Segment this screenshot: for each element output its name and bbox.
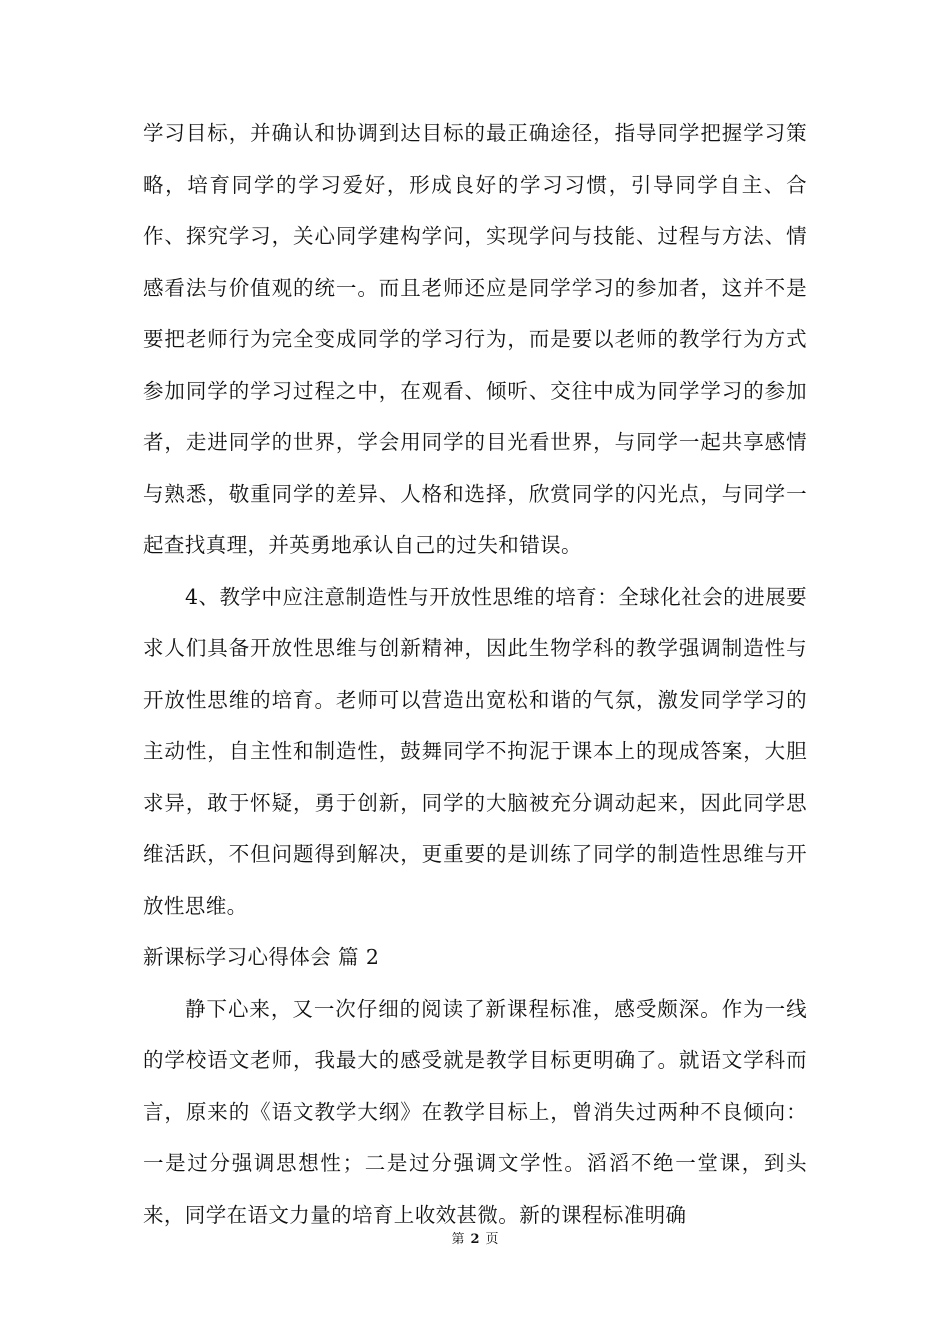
paragraph-point-4: 4、教学中应注意制造性与开放性思维的培育：全球化社会的进展要求人们具备开放性思维与创新精神，因此生物学科的教学强调制造性与开放性思维的培育。老师可以营造出宽松和谐的气氛，激发同学学习的主动性，自主性和制造性，鼓舞同学不拘泥于课本上的现成答案，大胆求异，敢于怀疑，勇于创新，同学的大脑被充分调动起来，因此同学思维活跃，不但问题得到解决，更重要的是训练了同学的制造性思维与开放性思维。: [143, 584, 807, 918]
document-body: [143, 108, 807, 1241]
paragraph-essay-2-intro: 静下心来，又一次仔细的阅读了新课程标准，感受颇深。作为一线的学校语文老师，我最大的感受就是教学目标更明确了。就语文学科而言，原来的《语文教学大纲》在教学目标上，曾消失过两种不良倾向：一是过分强调思想性；二是过分强调文学性。滔滔不绝一堂课，到头来，同学在语文力量的培育上收效甚微。新的课程标准明确: [143, 996, 807, 1227]
page-number: 2: [470, 1232, 480, 1247]
section-heading: 新课标学习心得体会 篇 2: [143, 945, 380, 969]
page-footer: [0, 1230, 950, 1250]
footer-suffix: 页: [485, 1232, 499, 1247]
footer-prefix: 第: [451, 1232, 465, 1247]
paragraph-continuation: 学习目标，并确认和协调到达目标的最正确途径，指导同学把握学习策略，培育同学的学习爱好，形成良好的学习习惯，引导同学自主、合作、探究学习，关心同学建构学问，实现学问与技能、过程与方法、情感看法与价值观的统一。而且老师还应是同学学习的参加者，这并不是要把老师行为完全变成同学的学习行为，而是要以老师的教学行为方式参加同学的学习过程之中，在观看、倾听、交往中成为同学学习的参加者，走进同学的世界，学会用同学的目光看世界，与同学一起共享感情与熟悉，敬重同学的差异、人格和选择，欣赏同学的闪光点，与同学一起查找真理，并英勇地承认自己的过失和错误。: [143, 121, 807, 557]
